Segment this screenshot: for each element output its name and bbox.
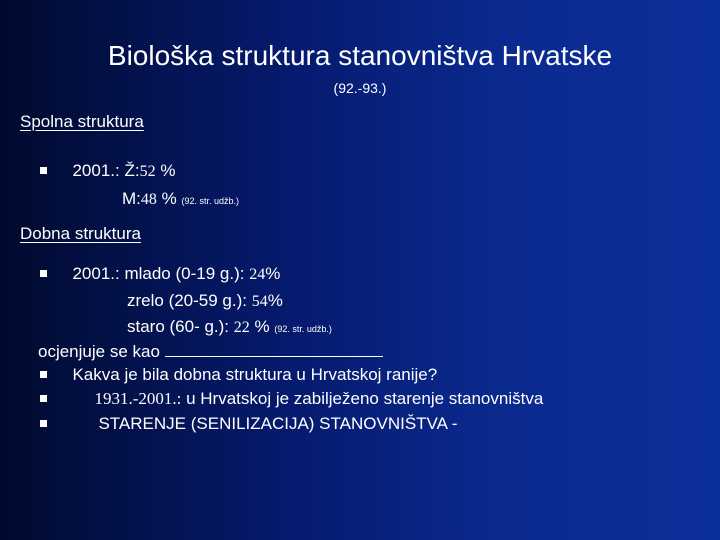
female-prefix: 2001.: Ž: xyxy=(72,161,140,180)
male-line xyxy=(122,188,239,212)
history-text: u Hrvatskoj je zabilježeno starenje stanovništva xyxy=(186,389,544,408)
young-line xyxy=(40,263,280,286)
mature-label: zrelo (20-59 g.): xyxy=(127,291,247,310)
male-percent: % xyxy=(161,189,177,208)
sex-structure-heading: Spolna struktura xyxy=(20,112,144,131)
old-value: 22 xyxy=(233,319,250,336)
female-value: 52 xyxy=(139,163,156,180)
bullet-icon xyxy=(40,420,47,427)
male-prefix: M: xyxy=(122,189,141,208)
young-label: 2001.: mlado (0-19 g.): xyxy=(72,264,245,283)
age-reference: (92. str. udžb.) xyxy=(274,324,332,334)
assessment-line xyxy=(38,341,383,363)
young-percent: % xyxy=(265,264,281,283)
bullet-icon xyxy=(40,270,47,277)
bullet-icon xyxy=(40,395,47,402)
question-line xyxy=(40,364,437,386)
assessment-label: ocjenjuje se kao xyxy=(38,342,160,361)
female-percent: % xyxy=(160,161,176,180)
mature-line xyxy=(127,290,283,313)
old-label: staro (60- g.): xyxy=(127,317,230,336)
question-text: Kakva je bila dobna struktura u Hrvatskoj ranije? xyxy=(72,365,438,384)
young-value: 24 xyxy=(249,266,266,283)
sex-reference: (92. str. udžb.) xyxy=(181,196,240,206)
conclusion-text: STARENJE (SENILIZACIJA) STANOVNIŠTVA - xyxy=(98,414,458,433)
bullet-icon xyxy=(40,167,47,174)
old-percent: % xyxy=(254,317,270,336)
mature-value: 54 xyxy=(251,293,268,310)
history-years: 1931.-2001.: xyxy=(94,389,182,408)
slide-title: Biološka struktura stanovništva Hrvatske xyxy=(107,40,613,71)
female-line xyxy=(40,160,175,183)
slide-subtitle: (92.-93.) xyxy=(333,80,387,96)
male-value: 48 xyxy=(140,191,157,208)
bullet-icon xyxy=(40,371,47,378)
fill-in-blank xyxy=(165,342,383,357)
age-structure-heading: Dobna struktura xyxy=(20,224,141,243)
conclusion-line xyxy=(40,413,457,435)
old-line xyxy=(127,316,332,340)
mature-percent: % xyxy=(267,291,283,310)
history-line xyxy=(40,388,543,410)
